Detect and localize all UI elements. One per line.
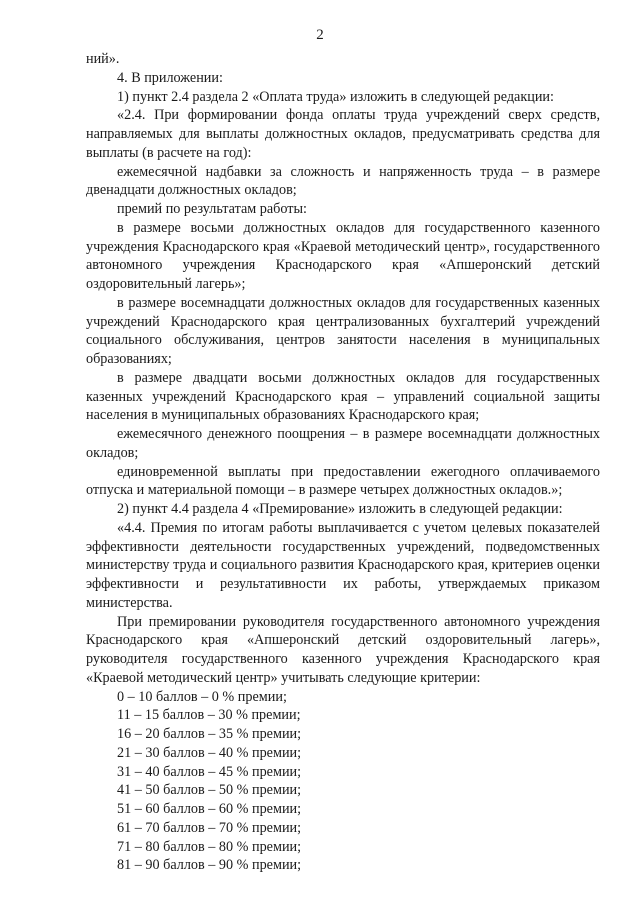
paragraph: ний». <box>86 51 120 67</box>
page-number: 2 <box>316 27 324 43</box>
score-criteria-item: 61 – 70 баллов – 70 % премии; <box>117 819 302 836</box>
paragraph: «2.4. При формировании фонда оплаты труда учреждений сверх средств, направляемых для выплаты должностных окладов, предусматривать средства для выплаты (в расчете на год): <box>86 107 600 161</box>
paragraph: в размере восьми должностных окладов для государственного казенного учреждения Краснодарского края «Краевой методический центр», государственного автономного учреждения Краснодарского края «Апшеронский детский оздоровительный лагерь»; <box>86 219 600 292</box>
score-criteria-item: 41 – 50 баллов – 50 % премии; <box>117 782 302 799</box>
score-criteria-item: 0 – 10 баллов – 0 % премии; <box>117 688 287 705</box>
paragraph: премий по результатам работы: <box>117 201 307 217</box>
paragraph: «4.4. Премия по итогам работы выплачивается с учетом целевых показателей эффективности деятельности государственных учреждений, подведомственных министерству труда и социального развития Краснодарского края, критериев оценки эффективности и результативности их работы, утверждаемых приказом министерства. <box>86 519 600 611</box>
paragraph: 4. В приложении: <box>117 69 223 86</box>
score-criteria-item: 16 – 20 баллов – 35 % премии; <box>117 726 302 742</box>
score-criteria-item: 21 – 30 баллов – 40 % премии; <box>117 744 302 761</box>
score-criteria-item: 81 – 90 баллов – 90 % премии; <box>117 857 302 874</box>
paragraph: 1) пункт 2.4 раздела 2 «Оплата труда» изложить в следующей редакции: <box>117 88 554 105</box>
paragraph: в размере восемнадцати должностных окладов для государственных казенных учреждений Краснодарского края централизованных бухгалтерий учреждений социального обслуживания, центров занятости населения в муниципальных образованиях; <box>86 294 600 367</box>
paragraph: единовременной выплаты при предоставлении ежегодного оплачиваемого отпуска и материальной помощи – в размере четырех должностных окладов.»; <box>86 463 600 499</box>
paragraph: в размере двадцати восьми должностных окладов для государственных казенных учреждений Краснодарского края – управлений социальной защиты населения в муниципальных образованиях Краснодарского края; <box>86 369 600 424</box>
score-criteria-item: 11 – 15 баллов – 30 % премии; <box>117 707 301 724</box>
paragraph: 2) пункт 4.4 раздела 4 «Премирование» изложить в следующей редакции: <box>117 501 563 517</box>
paragraph: При премировании руководителя государственного автономного учреждения Краснодарского края «Апшеронский детский оздоровительный лагерь», руководителя государственного казенного учреждения Краснодарского края «Краевой методический центр» учитывать следующие критерии: <box>86 613 600 686</box>
paragraph: ежемесячного денежного поощрения – в размере восемнадцати должностных окладов; <box>86 426 600 461</box>
score-criteria-item: 51 – 60 баллов – 60 % премии; <box>117 801 302 817</box>
score-criteria-item: 71 – 80 баллов – 80 % премии; <box>117 838 302 855</box>
document-body <box>86 50 600 875</box>
paragraph-list <box>86 50 600 688</box>
score-criteria-item: 31 – 40 баллов – 45 % премии; <box>117 763 302 780</box>
score-criteria-list <box>86 688 600 876</box>
paragraph: ежемесячной надбавки за сложность и напряженность труда – в размере двенадцати должностных окладов; <box>86 163 600 199</box>
